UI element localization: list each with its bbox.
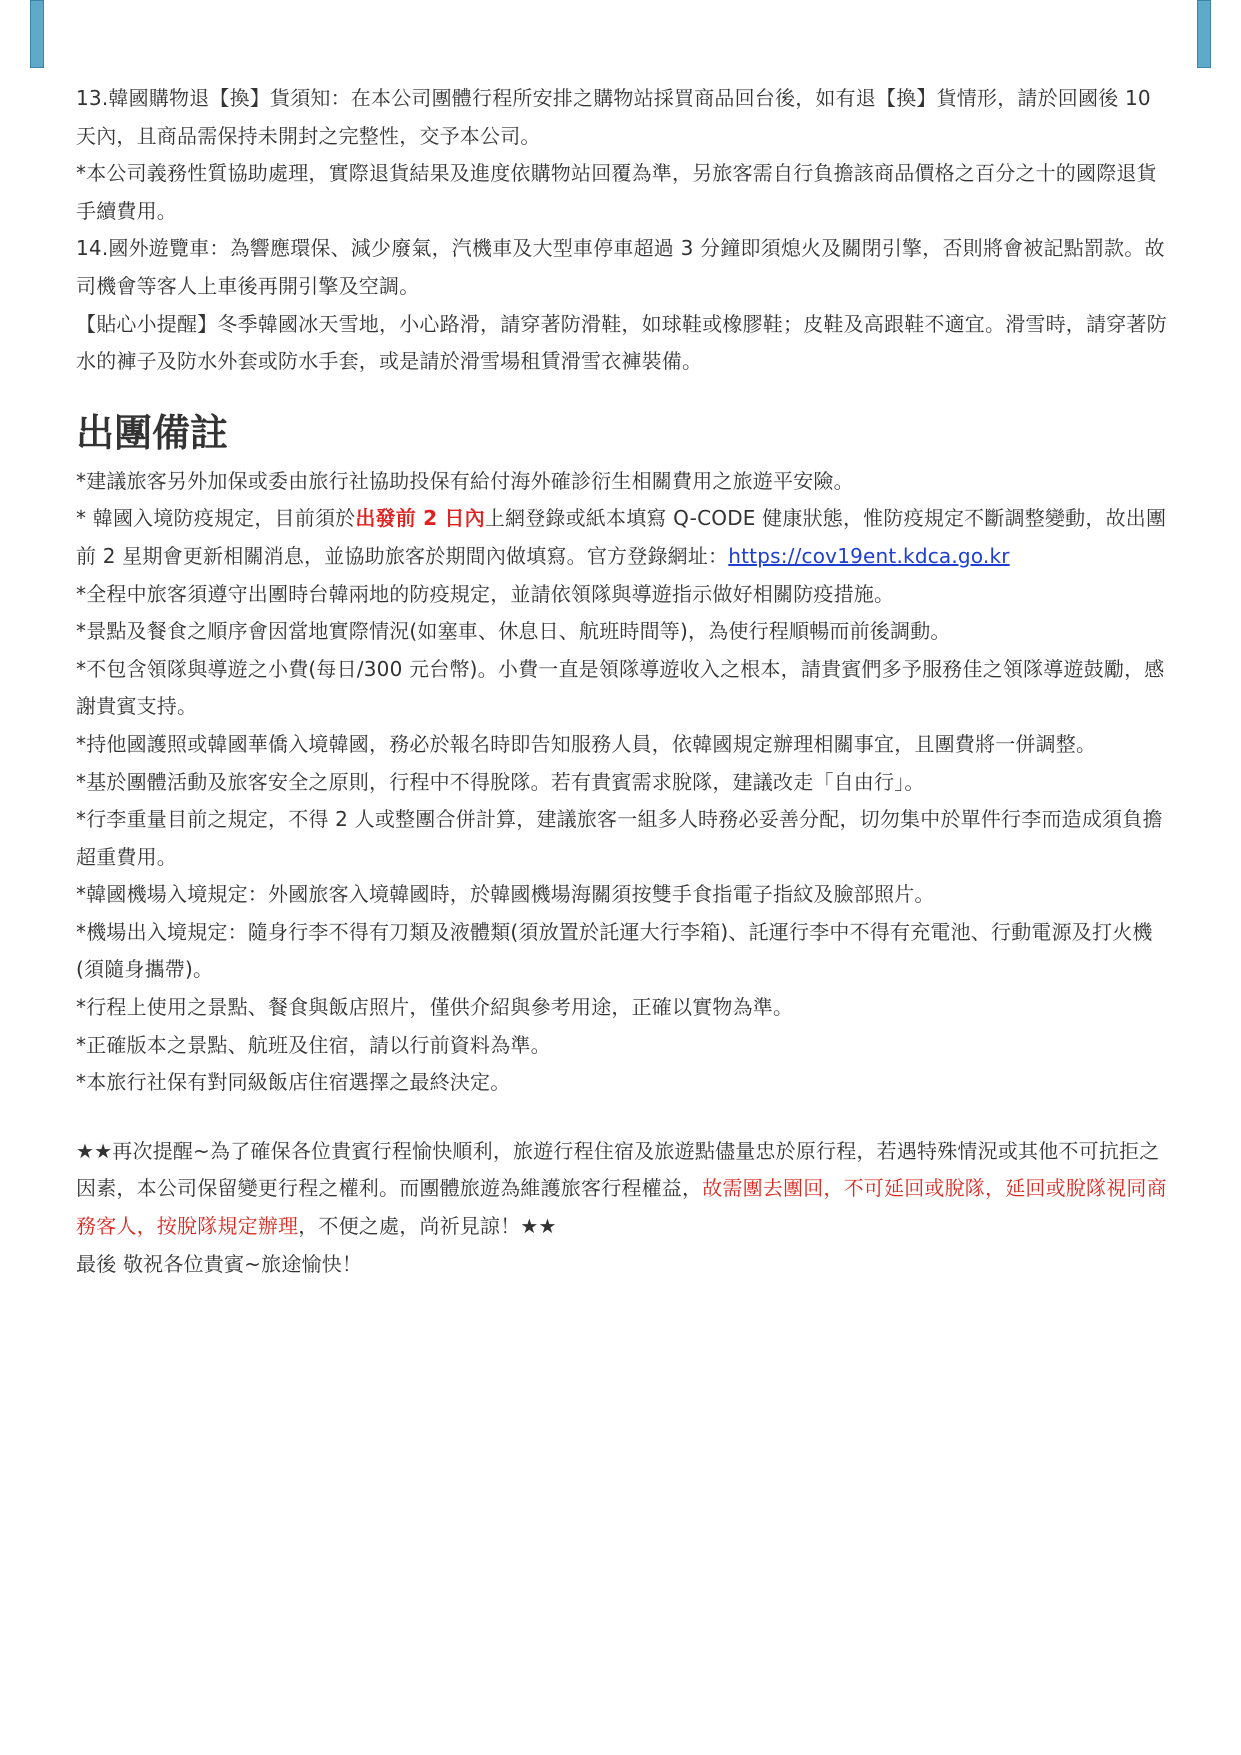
note-no-leaving: *基於團體活動及旅客安全之原則，行程中不得脫隊。若有貴賓需求脫隊，建議改走「自由行」。 [76,769,925,794]
note-itinerary-order: *景點及餐食之順序會因當地實際情況(如塞車、休息日、航班時間等)，為使行程順暢而前後調動。 [76,619,951,644]
note-airport-baggage: *機場出入境規定：隨身行李不得有刀類及液體類(須放置於託運大行李箱)、託運行李中不得有充電池、行動電源及打火機(須隨身攜帶)。 [76,919,1153,982]
final-reminder [76,1133,1168,1246]
note-entry-text-c: 上網登錄或紙本填寫 Q-CODE 健康狀態，惟防疫規定不斷調整變動，故出團前 2 星期會更新相關消息，並協助旅客於期間內做填寫。官方登錄網址： [76,506,1167,568]
note-tips: *不包含領隊與導遊之小費(每日/300 元台幣)。小費一直是領隊導遊收入之根本，請貴賓們多予服務佳之領隊導遊鼓勵，感謝貴賓支持。 [76,656,1165,719]
document-content [76,80,1168,1283]
note-insurance: *建議旅客另外加保或委由旅行社協助投保有給付海外確診衍生相關費用之旅遊平安險。 [76,468,854,493]
final-reminder-highlight: 故需團去團回，不可延回或脫隊，延回或脫隊視同商務客人，按脫隊規定辦理 [76,1176,1167,1239]
note-passport: *持他國護照或韓國華僑入境韓國，務必於報名時即告知服務人員，依韓國規定辦理相關事宜，且團費將一併調整。 [76,731,1097,756]
closing-wish: 最後 敬祝各位貴賓~旅途愉快！ [76,1251,363,1276]
note-epidemic-rules: *全程中旅客須遵守出團時台韓兩地的防疫規定，並請依領隊與導遊指示做好相關防疫措施。 [76,581,895,606]
section-title-tour-notes: 出團備註 [76,410,229,455]
final-reminder-text-a: ★★再次提醒~為了確保各位貴賓行程愉快順利，旅遊行程住宿及旅遊點儘量忠於原行程，若遇特殊情況或其他不可抗拒之因素，本公司保留變更行程之權利。而團體旅遊為維護旅客行程權益， [76,1138,1160,1201]
right-edge-bar [1197,0,1211,68]
final-reminder-text-c: ，不便之處，尚祈見諒！★★ [298,1214,557,1239]
shopping-return-notice: 13.韓國購物退【換】貨須知：在本公司團體行程所安排之購物站採買商品回台後，如有退【換】貨情形，請於回國後 10 天內，且商品需保持未開封之完整性，交予本公司。 [76,86,1151,148]
return-fee-note: *本公司義務性質協助處理，實際退貨結果及進度依購物站回覆為準，另旅客需自行負擔該商品價格之百分之十的國際退貨手續費用。 [76,161,1157,223]
note-entry-rules [76,500,1168,575]
winter-tip: 【貼心小提醒】冬季韓國冰天雪地，小心路滑，請穿著防滑鞋，如球鞋或橡膠鞋；皮鞋及高跟鞋不適宜。滑雪時，請穿著防水的褲子及防水外套或防水手套，或是請於滑雪場租賃滑雪衣褲裝備。 [76,311,1167,374]
spacer [76,1102,1168,1133]
note-entry-text-a: * 韓國入境防疫規定，目前須於 [76,506,356,531]
qcode-link[interactable]: https://cov19ent.kdca.go.kr [728,543,1010,568]
left-edge-bar [30,0,44,68]
note-final-version: *正確版本之景點、航班及住宿，請以行前資料為準。 [76,1032,551,1057]
note-hotel-decision: *本旅行社保有對同級飯店住宿選擇之最終決定。 [76,1070,511,1095]
note-entry-deadline: 出發前 2 日內 [355,506,485,531]
note-airport-entry: *韓國機場入境規定：外國旅客入境韓國時，於韓國機場海關須按雙手食指電子指紋及臉部照片。 [76,882,935,907]
note-luggage-weight: *行李重量目前之規定，不得 2 人或整團合併計算，建議旅客一組多人時務必妥善分配，切勿集中於單件行李而造成須負擔超重費用。 [76,807,1163,869]
tour-bus-notice: 14.國外遊覽車：為響應環保、減少廢氣，汽機車及大型車停車超過 3 分鐘即須熄火及關閉引擎，否則將會被記點罰款。故司機會等客人上車後再開引擎及空調。 [76,236,1165,298]
note-photos: *行程上使用之景點、餐食與飯店照片，僅供介紹與參考用途，正確以實物為準。 [76,995,794,1020]
